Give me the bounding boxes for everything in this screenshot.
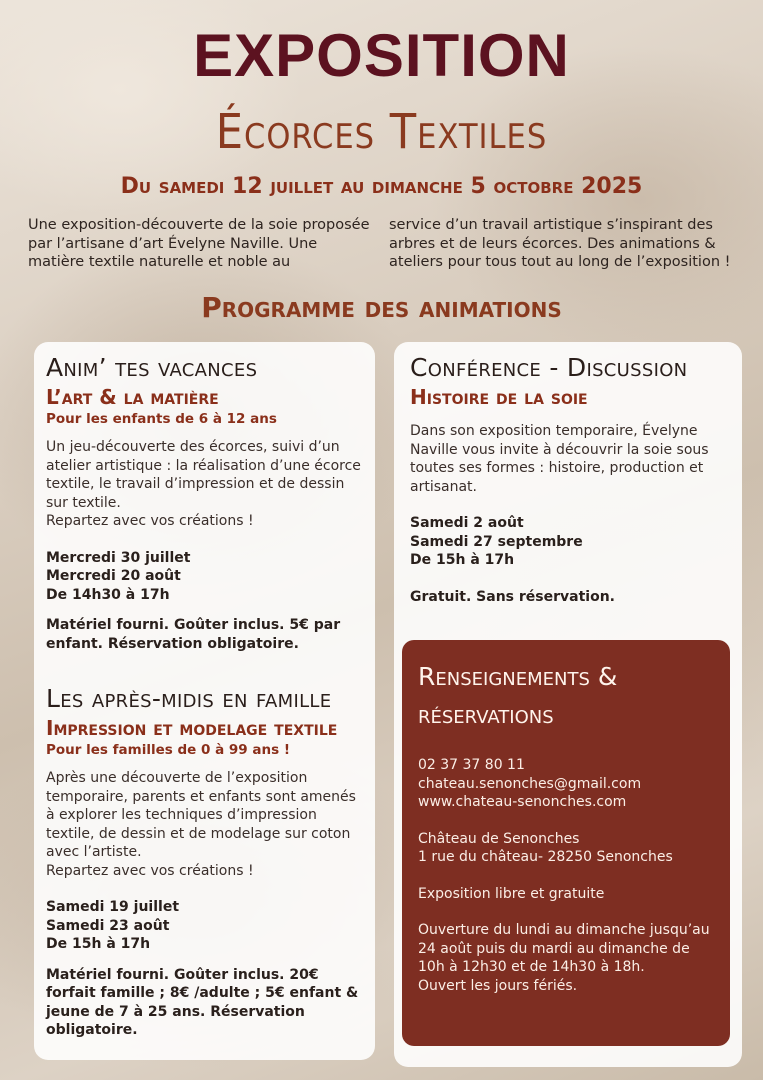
activity-vacances [46, 352, 363, 653]
email-link[interactable]: chateau.senonches@gmail.com [418, 775, 642, 792]
activity-description: Dans son exposition temporaire, Évelyne Naville vous invite à découvrir la soie sous toutes ses formes : histoire, production et artisanat. [410, 423, 709, 495]
activity-time: De 14h30 à 17h [46, 586, 170, 603]
website-link[interactable]: www.chateau-senonches.com [418, 794, 627, 810]
intro-text-left: Une exposition-découverte de la soie proposée par l’artisane d’art Évelyne Naville. Une matière textile naturelle et noble au [28, 217, 370, 270]
activity-note: Repartez avec vos créations ! [46, 513, 254, 529]
activity-date: Mercredi 20 août [46, 568, 181, 584]
activity-time: De 15h à 17h [410, 552, 515, 568]
activity-note: Repartez avec vos créations ! [46, 862, 254, 879]
intro-text-right: service d’un travail artistique s’inspirant des arbres et de leurs écorces. Des animations & ateliers pour tous tout au long de l’exposition ! [389, 217, 731, 270]
activity-conference [410, 352, 726, 606]
activity-audience: Pour les familles de 0 à 99 ans ! [46, 742, 291, 758]
activity-time: De 15h à 17h [46, 936, 151, 952]
activity-subtitle: Histoire de la soie [410, 385, 588, 409]
activity-date: Samedi 19 juillet [46, 899, 180, 915]
program-heading: Programme des animations [201, 291, 562, 324]
activity-details: Matériel fourni. Goûter inclus. 20€ forfait famille ; 8€ /adulte ; 5€ enfant & jeune de 7 à 25 ans. Réservation obligatoire. [46, 966, 359, 1038]
activity-description: Un jeu-découverte des écorces, suivi d’un atelier artistique : la réalisation d’une écorce textile, le travail d’impression et de dessin sur textile. [46, 439, 361, 511]
address: 1 rue du château- 28250 Senonches [418, 849, 673, 865]
info-box [402, 640, 730, 1046]
place-name: Château de Senonches [418, 830, 580, 847]
activity-subtitle: L’art & la matière [46, 385, 219, 409]
info-title: Renseignements & réservations [418, 662, 618, 729]
activities-panel-left [34, 342, 375, 1060]
activity-details: Matériel fourni. Goûter inclus. 5€ par enfant. Réservation obligatoire. [46, 617, 341, 652]
activity-audience: Pour les enfants de 6 à 12 ans [46, 411, 277, 427]
activity-subtitle: Impression et modelage textile [46, 716, 338, 740]
exhibition-subtitle: Écorces Textiles [215, 104, 548, 160]
activity-famille [46, 683, 363, 1040]
exhibition-dates: Du samedi 12 juillet au dimanche 5 octobre 2025 [120, 174, 643, 199]
entry-info: Exposition libre et gratuite [418, 885, 605, 902]
activity-title: Conférence - Discussion [410, 353, 688, 382]
phone-number[interactable]: 02 37 37 80 11 [418, 757, 525, 773]
activity-date: Samedi 27 septembre [410, 533, 583, 550]
page-title: EXPOSITION [193, 22, 570, 89]
opening-hours: Ouverture du lundi au dimanche jusqu’au 24 août puis du mardi au dimanche de 10h à 12h30 et de 14h30 à 18h. [418, 922, 710, 975]
activity-details: Gratuit. Sans réservation. [410, 588, 615, 605]
activity-description: Après une découverte de l’exposition temporaire, parents et enfants sont amenés à explorer les techniques d’impression textile, de dessin et de modelage sur coton avec l’artiste. [46, 770, 356, 860]
activity-title: Anim’ tes vacances [46, 353, 258, 382]
activity-date: Samedi 2 août [410, 515, 524, 531]
holiday-info: Ouvert les jours fériés. [418, 977, 578, 994]
activity-title: Les après-midis en famille [46, 684, 332, 713]
activity-date: Samedi 23 août [46, 917, 170, 934]
activity-date: Mercredi 30 juillet [46, 549, 191, 566]
